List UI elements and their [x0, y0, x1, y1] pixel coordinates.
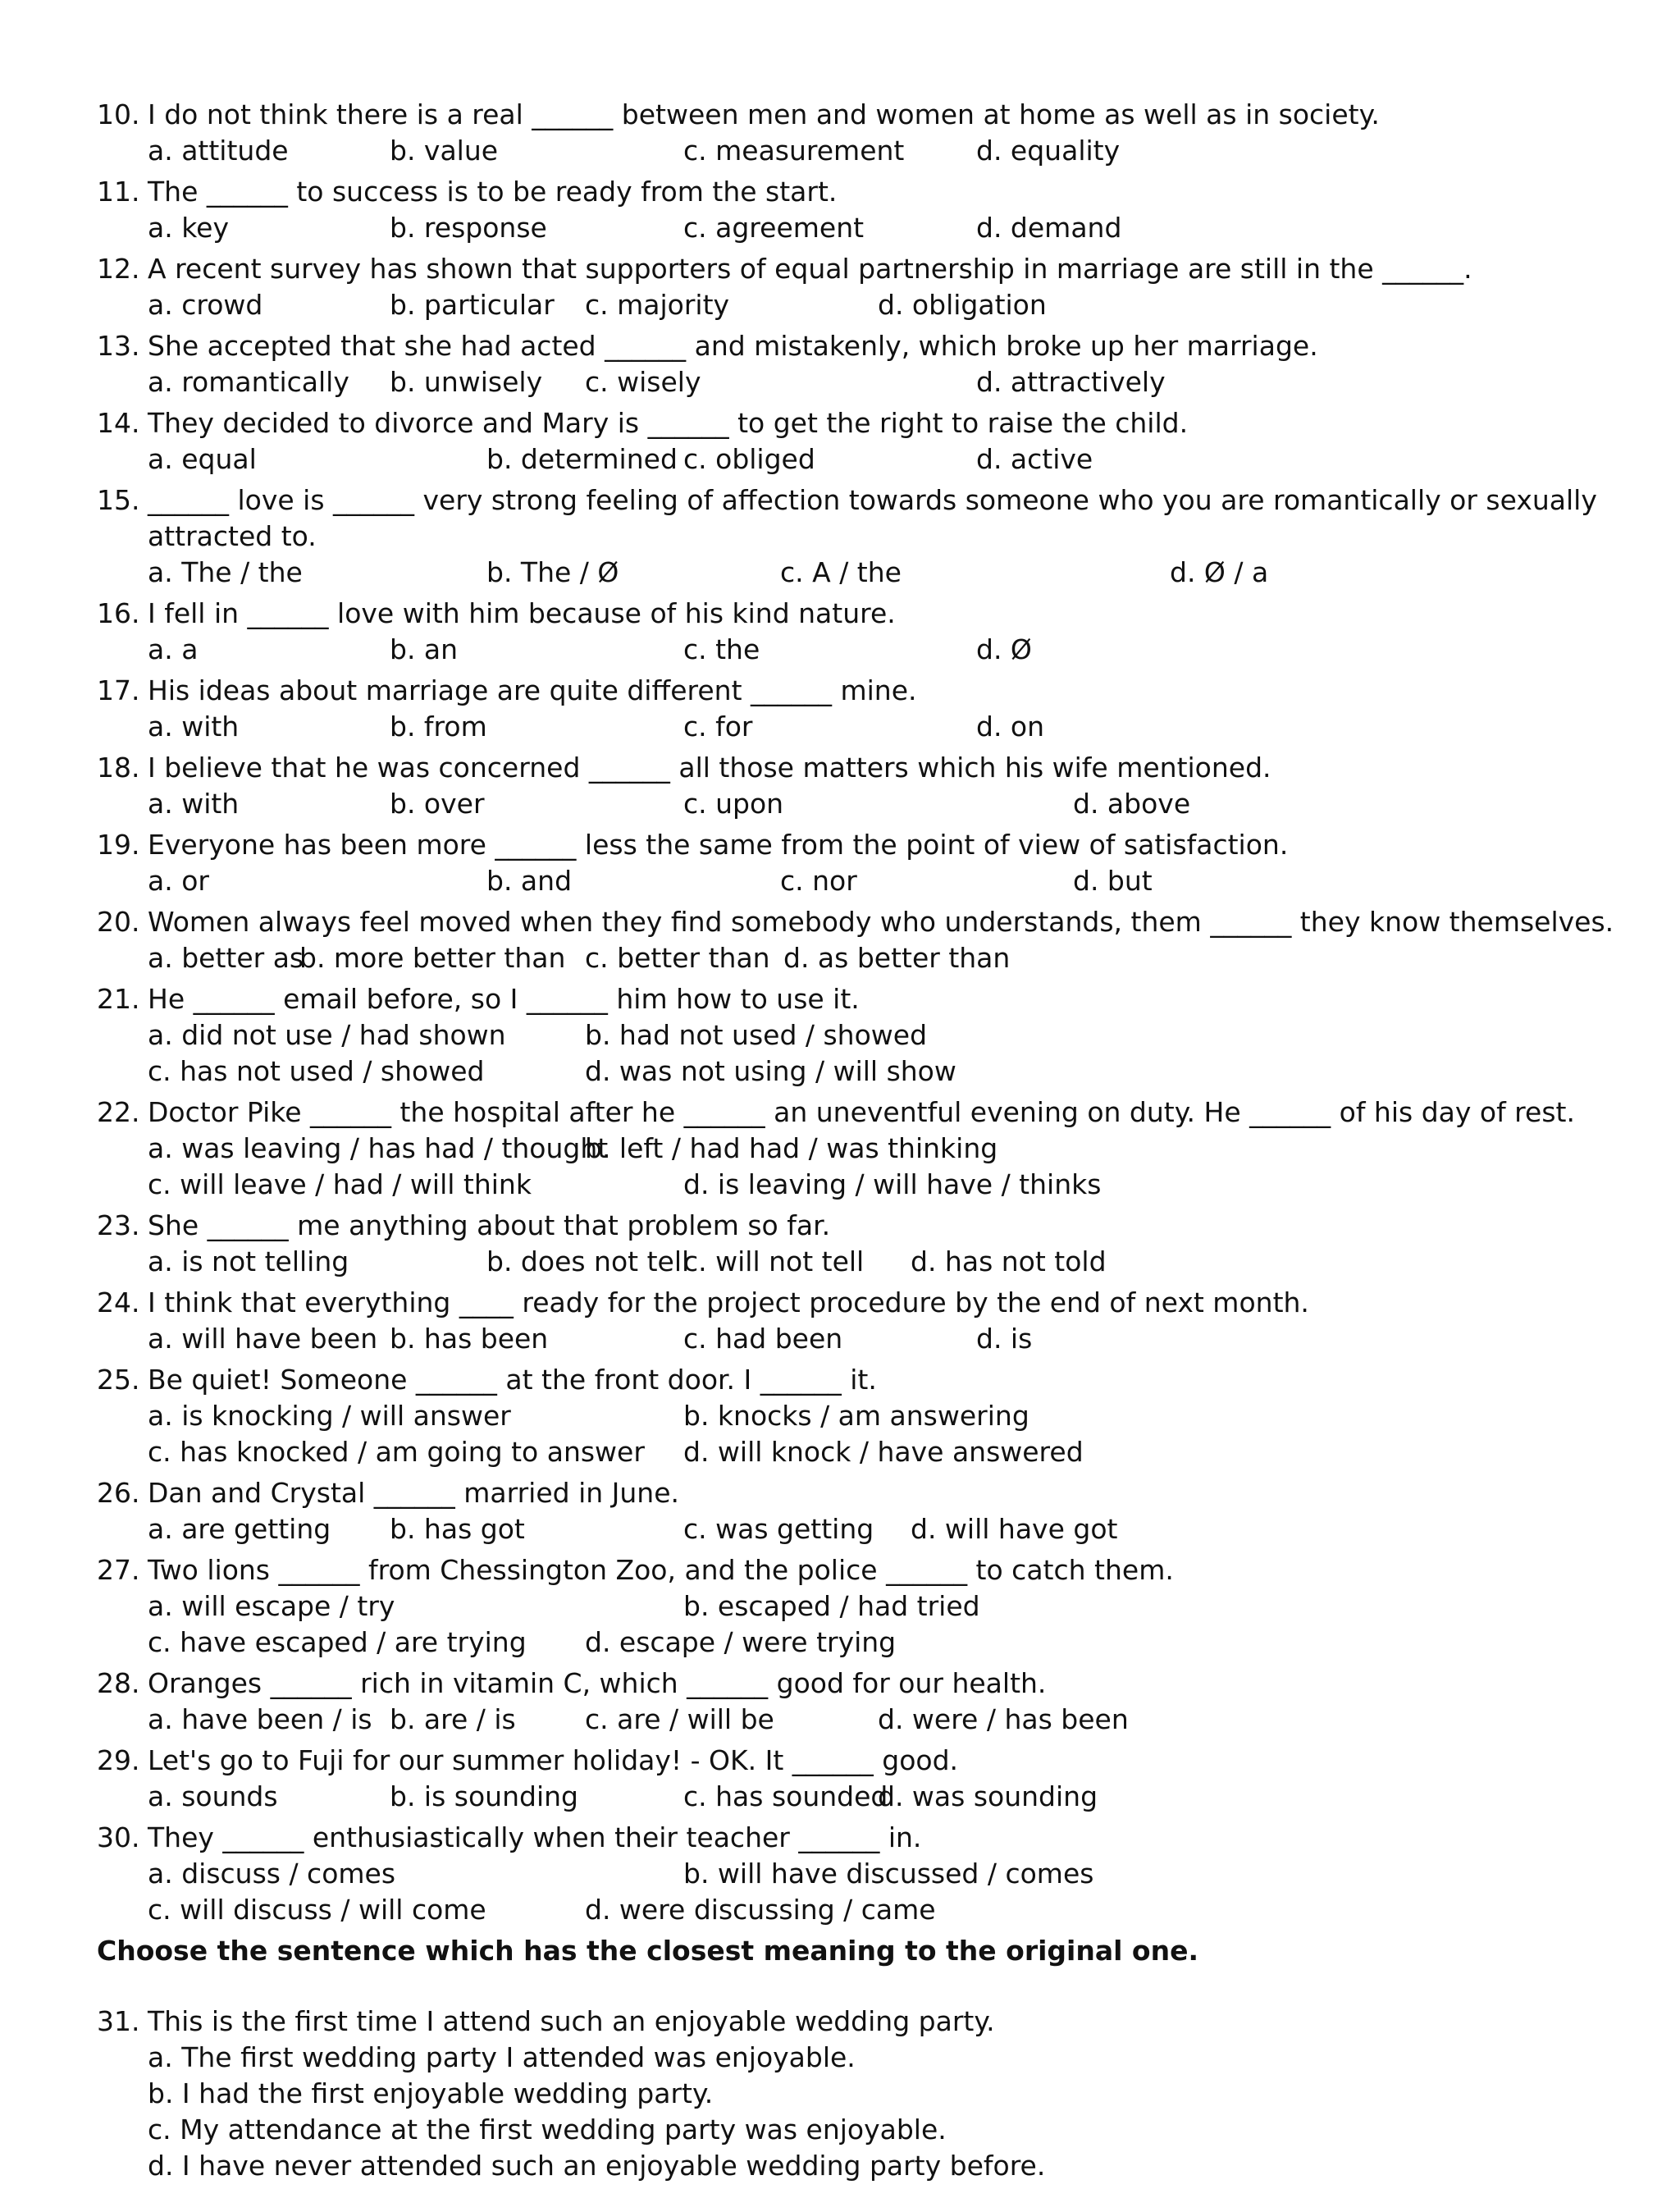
- option-d: d. is: [976, 1323, 1033, 1355]
- option-d: d. demand: [976, 212, 1122, 244]
- question-26: [0, 1475, 1680, 1547]
- option-d: d. obligation: [878, 289, 1047, 321]
- option-a: a. discuss / comes: [148, 1858, 396, 1890]
- question-stem: They decided to divorce and Mary is ______ to get the right to raise the child.: [148, 407, 1189, 439]
- option-c: c. has knocked / am going to answer: [148, 1436, 645, 1468]
- option-c: c. has sounded: [683, 1780, 888, 1812]
- option-a: a. with: [148, 711, 240, 743]
- question-stem: Be quiet! Someone ______ at the front door. I ______ it.: [148, 1364, 877, 1396]
- option-c: c. majority: [585, 289, 730, 321]
- option-c: c. was getting: [683, 1513, 874, 1545]
- option-b: b. from: [390, 711, 487, 743]
- question-number: 23.: [97, 1209, 140, 1241]
- question-stem: Doctor Pike ______ the hospital after he ______ an uneventful evening on duty. He ______ of his day of rest.: [148, 1096, 1575, 1128]
- question-stem: They ______ enthusiastically when their teacher ______ in.: [148, 1821, 922, 1853]
- option-a: a. is knocking / will answer: [148, 1400, 511, 1432]
- question-number: 24.: [97, 1286, 140, 1318]
- question-number: 10.: [97, 98, 140, 130]
- question-stem: His ideas about marriage are quite different ______ mine.: [148, 674, 917, 706]
- option-a: a. will escape / try: [148, 1590, 395, 1622]
- option-b: b. value: [390, 135, 499, 167]
- question-23: [0, 1208, 1680, 1280]
- option-c: c. had been: [683, 1323, 843, 1355]
- question-number: 28.: [97, 1667, 140, 1699]
- question-stem: Women always feel moved when they find somebody who understands, them ______ they know themselves.: [148, 906, 1614, 938]
- option-c: c. are / will be: [585, 1703, 774, 1735]
- question-stem: I believe that he was concerned ______ all those matters which his wife mentioned.: [148, 752, 1271, 784]
- option-b: b. will have discussed / comes: [683, 1858, 1094, 1890]
- option-d: d. were discussing / came: [585, 1894, 936, 1926]
- option-c: c. wisely: [585, 366, 701, 398]
- question-number: 11.: [97, 176, 140, 208]
- question-number: 19.: [97, 829, 140, 861]
- question-25: [0, 1362, 1680, 1470]
- option-c: c. obliged: [683, 443, 815, 475]
- question-number: 14.: [97, 407, 140, 439]
- option-a: a. crowd: [148, 289, 263, 321]
- option-a: a. attitude: [148, 135, 289, 167]
- question-number: 21.: [97, 983, 140, 1015]
- option-c: c. will leave / had / will think: [148, 1168, 532, 1200]
- option-b: b. is sounding: [390, 1780, 578, 1812]
- option-d: d. on: [976, 711, 1045, 743]
- option-d: d. is leaving / will have / thinks: [683, 1168, 1102, 1200]
- option-d: d. above: [1073, 788, 1191, 820]
- question-15: [0, 482, 1680, 591]
- option-d: d. was not using / will show: [585, 1055, 956, 1087]
- option-c: c. the: [683, 633, 760, 665]
- option-a: a. or: [148, 865, 209, 897]
- option-c: c. A / the: [780, 556, 902, 588]
- question-stem: She ______ me anything about that problem so far.: [148, 1209, 831, 1241]
- option-b: b. unwisely: [390, 366, 543, 398]
- question-stem: The ______ to success is to be ready from the start.: [148, 176, 838, 208]
- option-c: c. better than: [585, 942, 770, 974]
- question-stem: This is the first time I attend such an enjoyable wedding party.: [148, 2005, 995, 2037]
- option-b: b. particular: [390, 289, 555, 321]
- question-19: [0, 827, 1680, 899]
- question-stem: She accepted that she had acted ______ and mistakenly, which broke up her marriage.: [148, 330, 1318, 362]
- option-a: a. was leaving / has had / thought: [148, 1132, 609, 1164]
- question-number: 13.: [97, 330, 140, 362]
- option-b: b. The / Ø: [486, 556, 619, 588]
- option-a: a. key: [148, 212, 229, 244]
- worksheet-page: [0, 97, 1680, 2189]
- option-b: b. determined: [486, 443, 678, 475]
- option-a: a. have been / is: [148, 1703, 372, 1735]
- question-stem: Let's go to Fuji for our summer holiday! - OK. It ______ good.: [148, 1744, 959, 1776]
- option-d: d. Ø / a: [1170, 556, 1269, 588]
- question-stem: Everyone has been more ______ less the same from the point of view of satisfaction.: [148, 829, 1289, 861]
- question-number: 15.: [97, 484, 140, 516]
- section-heading: Choose the sentence which has the closest meaning to the original one.: [97, 1935, 1198, 1967]
- option-c: c. have escaped / are trying: [148, 1626, 527, 1658]
- question-22: [0, 1094, 1680, 1203]
- option-d: d. as better than: [783, 942, 1011, 974]
- option-a: a. are getting: [148, 1513, 331, 1545]
- option-b: b. more better than: [299, 942, 566, 974]
- option-a: a. is not telling: [148, 1245, 349, 1277]
- option-b: b. and: [486, 865, 573, 897]
- question-28: [0, 1666, 1680, 1738]
- option-a: a. better as: [148, 942, 304, 974]
- question-31: [0, 2004, 1680, 2184]
- option-a: a. The / the: [148, 556, 303, 588]
- option-c: c. will not tell: [683, 1245, 865, 1277]
- option-b: b. over: [390, 788, 485, 820]
- question-number: 17.: [97, 674, 140, 706]
- question-11: [0, 174, 1680, 246]
- option-d: d. escape / were trying: [585, 1626, 897, 1658]
- option-a: a. did not use / had shown: [148, 1019, 506, 1051]
- question-10: [0, 97, 1680, 169]
- question-14: [0, 405, 1680, 478]
- question-13: [0, 328, 1680, 400]
- question-number: 16.: [97, 597, 140, 629]
- option-d: d. Ø: [976, 633, 1032, 665]
- option-d: d. I have never attended such an enjoyable wedding party before.: [148, 2150, 1046, 2182]
- option-d: d. equality: [976, 135, 1121, 167]
- option-d: d. active: [976, 443, 1093, 475]
- option-b: b. has been: [390, 1323, 549, 1355]
- option-c: c. measurement: [683, 135, 905, 167]
- question-number: 27.: [97, 1554, 140, 1586]
- option-d: d. will knock / have answered: [683, 1436, 1084, 1468]
- question-20: [0, 904, 1680, 976]
- option-d: d. but: [1073, 865, 1153, 897]
- question-21: [0, 981, 1680, 1090]
- option-a: a. a: [148, 633, 199, 665]
- option-d: d. were / has been: [878, 1703, 1129, 1735]
- question-16: [0, 596, 1680, 668]
- question-number: 30.: [97, 1821, 140, 1853]
- question-number: 18.: [97, 752, 140, 784]
- option-b: b. an: [390, 633, 459, 665]
- question-stem: I fell in ______ love with him because of his kind nature.: [148, 597, 896, 629]
- question-18: [0, 750, 1680, 822]
- question-12: [0, 251, 1680, 323]
- option-c: c. will discuss / will come: [148, 1894, 486, 1926]
- question-17: [0, 673, 1680, 745]
- question-number: 12.: [97, 253, 140, 285]
- option-b: b. had not used / showed: [585, 1019, 928, 1051]
- question-number: 29.: [97, 1744, 140, 1776]
- question-stem: Oranges ______ rich in vitamin C, which ______ good for our health.: [148, 1667, 1047, 1699]
- question-stem: He ______ email before, so I ______ him how to use it.: [148, 983, 860, 1015]
- option-a: a. romantically: [148, 366, 349, 398]
- option-d: d. has not told: [911, 1245, 1107, 1277]
- question-stem-continued: attracted to.: [148, 520, 317, 552]
- option-a: a. with: [148, 788, 240, 820]
- question-number: 25.: [97, 1364, 140, 1396]
- option-d: d. will have got: [911, 1513, 1118, 1545]
- question-number: 26.: [97, 1477, 140, 1509]
- option-c: c. agreement: [683, 212, 865, 244]
- option-b: b. I had the first enjoyable wedding party.: [148, 2077, 714, 2109]
- option-a: a. sounds: [148, 1780, 278, 1812]
- option-a: a. The first wedding party I attended was enjoyable.: [148, 2041, 856, 2073]
- option-c: c. My attendance at the first wedding party was enjoyable.: [148, 2114, 947, 2146]
- option-b: b. knocks / am answering: [683, 1400, 1029, 1432]
- question-stem: ______ love is ______ very strong feeling of affection towards someone who you are romantically or sexually: [148, 484, 1597, 516]
- question-stem: Dan and Crystal ______ married in June.: [148, 1477, 680, 1509]
- question-number: 31.: [97, 2005, 140, 2037]
- question-number: 20.: [97, 906, 140, 938]
- option-c: c. nor: [780, 865, 857, 897]
- option-b: b. escaped / had tried: [683, 1590, 980, 1622]
- question-29: [0, 1743, 1680, 1815]
- option-c: c. upon: [683, 788, 784, 820]
- question-number: 22.: [97, 1096, 140, 1128]
- option-a: a. will have been: [148, 1323, 378, 1355]
- question-24: [0, 1285, 1680, 1357]
- option-a: a. equal: [148, 443, 257, 475]
- question-stem: Two lions ______ from Chessington Zoo, and the police ______ to catch them.: [148, 1554, 1174, 1586]
- question-30: [0, 1820, 1680, 1928]
- question-27: [0, 1552, 1680, 1661]
- option-b: b. left / had had / was thinking: [585, 1132, 998, 1164]
- option-b: b. does not tell: [486, 1245, 690, 1277]
- question-stem: A recent survey has shown that supporters of equal partnership in marriage are still in the ______.: [148, 253, 1472, 285]
- option-d: d. was sounding: [878, 1780, 1098, 1812]
- option-c: c. has not used / showed: [148, 1055, 485, 1087]
- option-b: b. response: [390, 212, 547, 244]
- question-stem: I think that everything ____ ready for the project procedure by the end of next month.: [148, 1286, 1309, 1318]
- option-b: b. are / is: [390, 1703, 516, 1735]
- option-b: b. has got: [390, 1513, 525, 1545]
- option-d: d. attractively: [976, 366, 1166, 398]
- option-c: c. for: [683, 711, 753, 743]
- question-stem: I do not think there is a real ______ between men and women at home as well as in society.: [148, 98, 1380, 130]
